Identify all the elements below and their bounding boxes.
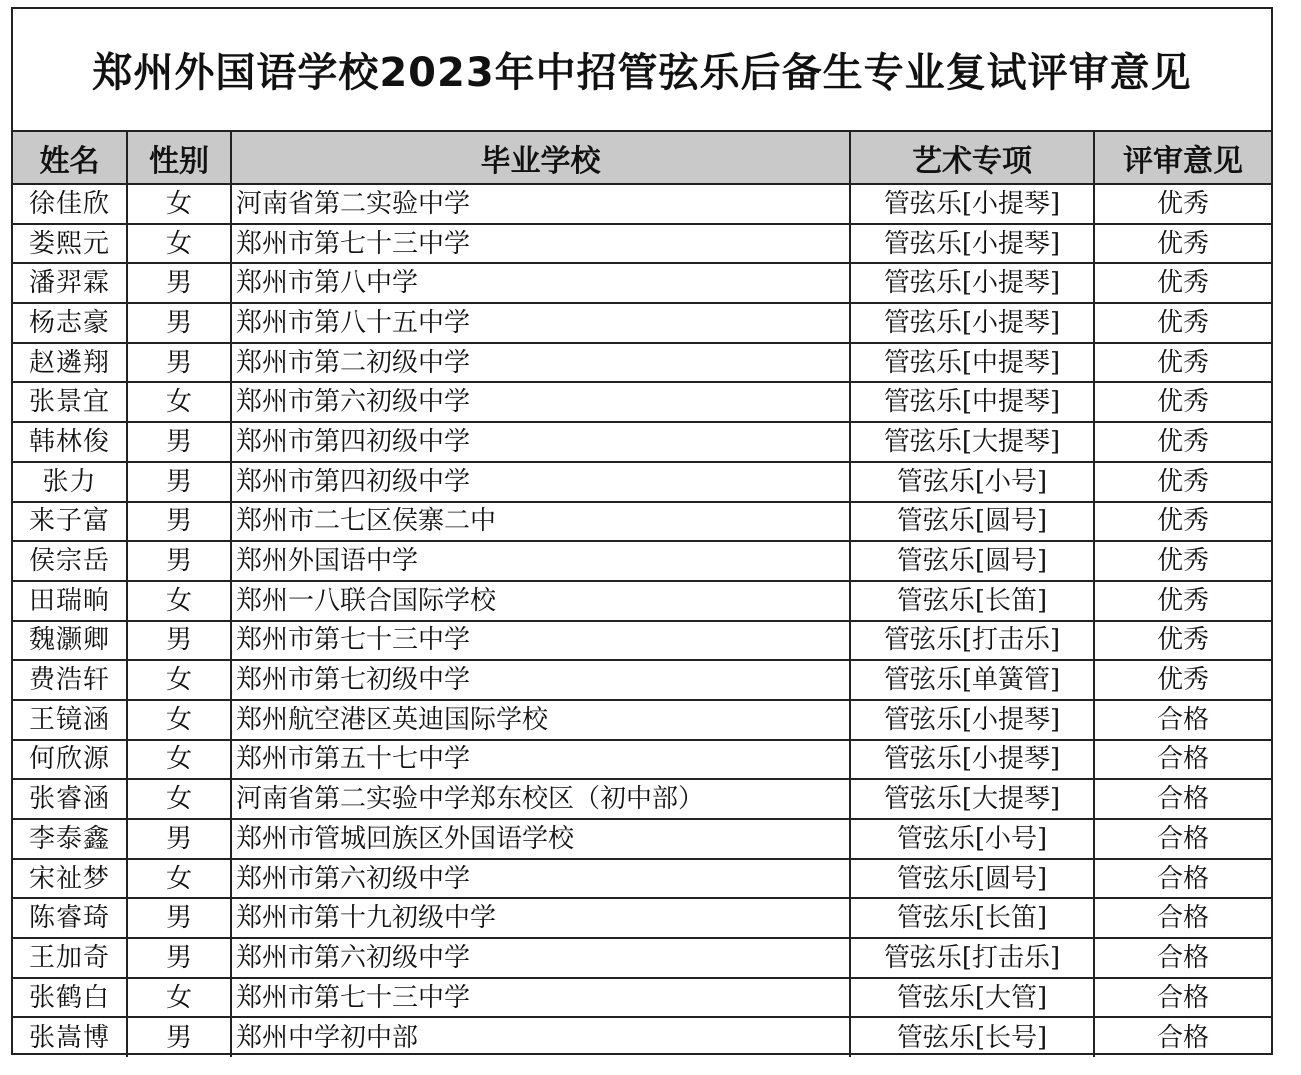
graduation-school: 郑州市第十九初级中学 bbox=[231, 898, 850, 938]
graduation-school: 河南省第二实验中学郑东校区（初中部） bbox=[231, 779, 850, 819]
review-result: 优秀 bbox=[1094, 343, 1271, 383]
review-result: 优秀 bbox=[1094, 502, 1271, 542]
student-name: 魏灏卿 bbox=[13, 621, 127, 661]
student-name: 张力 bbox=[13, 462, 127, 502]
table-row bbox=[13, 184, 1271, 224]
table-row bbox=[13, 462, 1271, 502]
student-gender: 男 bbox=[127, 462, 231, 502]
table-body bbox=[13, 184, 1271, 1057]
graduation-school: 郑州市第五十七中学 bbox=[231, 740, 850, 780]
art-specialty: 管弦乐[小提琴] bbox=[850, 303, 1094, 343]
student-name: 何欣源 bbox=[13, 740, 127, 780]
graduation-school: 郑州市第六初级中学 bbox=[231, 382, 850, 422]
table-row bbox=[13, 541, 1271, 581]
table-row bbox=[13, 224, 1271, 264]
student-name: 杨志豪 bbox=[13, 303, 127, 343]
table-row bbox=[13, 938, 1271, 978]
student-gender: 男 bbox=[127, 819, 231, 859]
student-gender: 女 bbox=[127, 660, 231, 700]
review-result: 合格 bbox=[1094, 938, 1271, 978]
table-row bbox=[13, 422, 1271, 462]
graduation-school: 郑州中学初中部 bbox=[231, 1017, 850, 1057]
review-result: 合格 bbox=[1094, 779, 1271, 819]
table-row bbox=[13, 660, 1271, 700]
graduation-school: 郑州市管城回族区外国语学校 bbox=[231, 819, 850, 859]
student-name: 张睿涵 bbox=[13, 779, 127, 819]
table-row bbox=[13, 502, 1271, 542]
header-specialty: 艺术专项 bbox=[850, 132, 1094, 184]
student-gender: 女 bbox=[127, 779, 231, 819]
art-specialty: 管弦乐[打击乐] bbox=[850, 621, 1094, 661]
table-row bbox=[13, 859, 1271, 899]
table-row bbox=[13, 978, 1271, 1018]
review-result: 优秀 bbox=[1094, 224, 1271, 264]
table-row bbox=[13, 740, 1271, 780]
student-gender: 女 bbox=[127, 184, 231, 224]
graduation-school: 郑州市第六初级中学 bbox=[231, 938, 850, 978]
review-result: 优秀 bbox=[1094, 462, 1271, 502]
table-row bbox=[13, 621, 1271, 661]
table-row bbox=[13, 303, 1271, 343]
review-result: 优秀 bbox=[1094, 303, 1271, 343]
student-gender: 女 bbox=[127, 700, 231, 740]
student-gender: 女 bbox=[127, 224, 231, 264]
student-gender: 男 bbox=[127, 502, 231, 542]
student-gender: 男 bbox=[127, 541, 231, 581]
student-name: 张嵩博 bbox=[13, 1017, 127, 1057]
review-result: 优秀 bbox=[1094, 581, 1271, 621]
review-result: 优秀 bbox=[1094, 621, 1271, 661]
review-result: 合格 bbox=[1094, 978, 1271, 1018]
graduation-school: 郑州市第四初级中学 bbox=[231, 422, 850, 462]
header-name: 姓名 bbox=[13, 132, 127, 184]
art-specialty: 管弦乐[小提琴] bbox=[850, 700, 1094, 740]
art-specialty: 管弦乐[小提琴] bbox=[850, 740, 1094, 780]
graduation-school: 郑州市第六初级中学 bbox=[231, 859, 850, 899]
review-sheet bbox=[11, 7, 1273, 1055]
graduation-school: 郑州市第八中学 bbox=[231, 263, 850, 303]
student-name: 费浩轩 bbox=[13, 660, 127, 700]
review-result: 合格 bbox=[1094, 1017, 1271, 1057]
art-specialty: 管弦乐[圆号] bbox=[850, 859, 1094, 899]
student-name: 张景宜 bbox=[13, 382, 127, 422]
graduation-school: 郑州航空港区英迪国际学校 bbox=[231, 700, 850, 740]
student-gender: 男 bbox=[127, 1017, 231, 1057]
graduation-school: 郑州市第八十五中学 bbox=[231, 303, 850, 343]
art-specialty: 管弦乐[打击乐] bbox=[850, 938, 1094, 978]
review-result: 优秀 bbox=[1094, 422, 1271, 462]
graduation-school: 郑州外国语中学 bbox=[231, 541, 850, 581]
table-row bbox=[13, 1017, 1271, 1057]
student-name: 陈睿琦 bbox=[13, 898, 127, 938]
table-row bbox=[13, 779, 1271, 819]
student-name: 李泰鑫 bbox=[13, 819, 127, 859]
student-gender: 男 bbox=[127, 303, 231, 343]
table-row bbox=[13, 581, 1271, 621]
student-name: 韩林俊 bbox=[13, 422, 127, 462]
student-name: 王加奇 bbox=[13, 938, 127, 978]
review-result: 合格 bbox=[1094, 859, 1271, 899]
review-result: 合格 bbox=[1094, 898, 1271, 938]
student-name: 潘羿霖 bbox=[13, 263, 127, 303]
student-gender: 男 bbox=[127, 938, 231, 978]
student-gender: 男 bbox=[127, 422, 231, 462]
review-result: 优秀 bbox=[1094, 263, 1271, 303]
review-result: 合格 bbox=[1094, 819, 1271, 859]
student-name: 王镜涵 bbox=[13, 700, 127, 740]
student-gender: 男 bbox=[127, 898, 231, 938]
graduation-school: 郑州市第二初级中学 bbox=[231, 343, 850, 383]
review-result: 优秀 bbox=[1094, 660, 1271, 700]
title-box bbox=[13, 9, 1271, 132]
art-specialty: 管弦乐[小号] bbox=[850, 462, 1094, 502]
review-result: 合格 bbox=[1094, 740, 1271, 780]
graduation-school: 郑州市第七十三中学 bbox=[231, 224, 850, 264]
student-name: 娄熙元 bbox=[13, 224, 127, 264]
student-name: 田瑞晌 bbox=[13, 581, 127, 621]
art-specialty: 管弦乐[小提琴] bbox=[850, 224, 1094, 264]
table-row bbox=[13, 343, 1271, 383]
student-name: 侯宗岳 bbox=[13, 541, 127, 581]
student-gender: 女 bbox=[127, 978, 231, 1018]
art-specialty: 管弦乐[大提琴] bbox=[850, 422, 1094, 462]
art-specialty: 管弦乐[长号] bbox=[850, 1017, 1094, 1057]
art-specialty: 管弦乐[长笛] bbox=[850, 898, 1094, 938]
review-result: 优秀 bbox=[1094, 541, 1271, 581]
graduation-school: 河南省第二实验中学 bbox=[231, 184, 850, 224]
art-specialty: 管弦乐[小提琴] bbox=[850, 184, 1094, 224]
art-specialty: 管弦乐[大提琴] bbox=[850, 779, 1094, 819]
art-specialty: 管弦乐[圆号] bbox=[850, 502, 1094, 542]
graduation-school: 郑州市第四初级中学 bbox=[231, 462, 850, 502]
art-specialty: 管弦乐[圆号] bbox=[850, 541, 1094, 581]
header-review: 评审意见 bbox=[1094, 132, 1271, 184]
graduation-school: 郑州一八联合国际学校 bbox=[231, 581, 850, 621]
graduation-school: 郑州市第七初级中学 bbox=[231, 660, 850, 700]
review-result: 优秀 bbox=[1094, 184, 1271, 224]
art-specialty: 管弦乐[单簧管] bbox=[850, 660, 1094, 700]
student-name: 徐佳欣 bbox=[13, 184, 127, 224]
table-row bbox=[13, 898, 1271, 938]
student-gender: 女 bbox=[127, 859, 231, 899]
review-result: 优秀 bbox=[1094, 382, 1271, 422]
student-name: 赵遴翔 bbox=[13, 343, 127, 383]
table-row bbox=[13, 263, 1271, 303]
header-row bbox=[13, 132, 1271, 184]
art-specialty: 管弦乐[长笛] bbox=[850, 581, 1094, 621]
art-specialty: 管弦乐[大管] bbox=[850, 978, 1094, 1018]
art-specialty: 管弦乐[中提琴] bbox=[850, 343, 1094, 383]
student-name: 张鹤白 bbox=[13, 978, 127, 1018]
student-gender: 女 bbox=[127, 740, 231, 780]
student-gender: 女 bbox=[127, 382, 231, 422]
art-specialty: 管弦乐[小提琴] bbox=[850, 263, 1094, 303]
header-school: 毕业学校 bbox=[231, 132, 850, 184]
page-title: 郑州外国语学校2023年中招管弦乐后备生专业复试评审意见 bbox=[92, 50, 1192, 96]
graduation-school: 郑州市第七十三中学 bbox=[231, 978, 850, 1018]
student-gender: 女 bbox=[127, 581, 231, 621]
header-gender: 性别 bbox=[127, 132, 231, 184]
student-gender: 男 bbox=[127, 343, 231, 383]
table-row bbox=[13, 700, 1271, 740]
student-name: 来子富 bbox=[13, 502, 127, 542]
student-gender: 男 bbox=[127, 621, 231, 661]
results-table bbox=[13, 132, 1271, 1057]
graduation-school: 郑州市二七区侯寨二中 bbox=[231, 502, 850, 542]
art-specialty: 管弦乐[中提琴] bbox=[850, 382, 1094, 422]
graduation-school: 郑州市第七十三中学 bbox=[231, 621, 850, 661]
student-gender: 男 bbox=[127, 263, 231, 303]
table-row bbox=[13, 819, 1271, 859]
student-name: 宋祉梦 bbox=[13, 859, 127, 899]
review-result: 合格 bbox=[1094, 700, 1271, 740]
art-specialty: 管弦乐[小号] bbox=[850, 819, 1094, 859]
table-row bbox=[13, 382, 1271, 422]
